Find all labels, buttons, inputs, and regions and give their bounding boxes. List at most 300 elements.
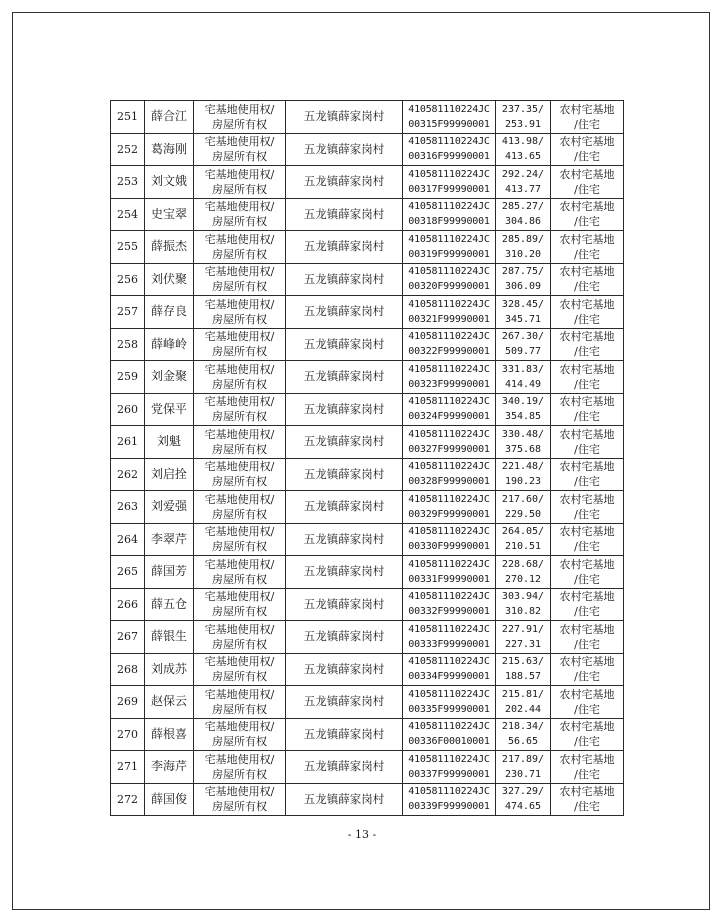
unit-code-cell	[403, 328, 496, 361]
right-type-cell-line: 房屋所有权	[212, 312, 267, 326]
table-row	[111, 686, 624, 719]
area-cell	[496, 621, 551, 654]
location-cell: 五龙镇薛家岗村	[286, 166, 403, 199]
row-number-cell: 256	[111, 263, 145, 296]
unit-code-cell-line: 410581110224JC	[408, 298, 490, 310]
unit-code-cell-line: 410581110224JC	[408, 266, 490, 278]
row-number-cell: 270	[111, 718, 145, 751]
land-use-cell-line: /住宅	[574, 540, 600, 554]
right-type-cell-line: 房屋所有权	[212, 670, 267, 684]
area-cell-line: 354.85	[504, 411, 542, 423]
right-type-cell	[194, 263, 286, 296]
right-type-cell	[194, 328, 286, 361]
owner-name-cell: 党保平	[145, 393, 194, 426]
row-number-cell: 252	[111, 133, 145, 166]
table-row	[111, 101, 624, 134]
row-number-cell: 268	[111, 653, 145, 686]
unit-code-cell	[403, 523, 496, 556]
land-use-cell-line: /住宅	[574, 442, 600, 456]
area-cell	[496, 523, 551, 556]
table-row	[111, 718, 624, 751]
right-type-cell	[194, 198, 286, 231]
area-cell	[496, 653, 551, 686]
area-cell-line: 287.75/	[501, 266, 545, 278]
land-use-cell	[551, 588, 624, 621]
area-cell	[496, 198, 551, 231]
owner-name-cell: 刘成苏	[145, 653, 194, 686]
owner-name-cell: 李翠芹	[145, 523, 194, 556]
area-cell-line: 267.30/	[501, 331, 545, 343]
area-cell-line: 413.98/	[501, 136, 545, 148]
unit-code-cell-line: 410581110224JC	[408, 526, 490, 538]
right-type-cell	[194, 133, 286, 166]
right-type-cell-line: 宅基地使用权/	[204, 525, 275, 539]
location-cell: 五龙镇薛家岗村	[286, 328, 403, 361]
owner-name-cell: 薛国芳	[145, 556, 194, 589]
area-cell	[496, 556, 551, 589]
unit-code-cell-line: 00331F99990001	[408, 573, 490, 585]
table-row	[111, 231, 624, 264]
right-type-cell-line: 宅基地使用权/	[204, 200, 275, 214]
area-cell-line: 190.23	[504, 476, 542, 488]
right-type-cell-line: 宅基地使用权/	[204, 135, 275, 149]
unit-code-cell	[403, 491, 496, 524]
owner-name-cell: 薛合江	[145, 101, 194, 134]
location-cell: 五龙镇薛家岗村	[286, 133, 403, 166]
land-use-cell-line: 农村宅基地	[559, 265, 615, 279]
unit-code-cell-line: 00316F99990001	[408, 151, 490, 163]
area-cell-line: 270.12	[504, 573, 542, 585]
unit-code-cell-line: 00330F99990001	[408, 541, 490, 553]
table-row	[111, 491, 624, 524]
row-number-cell: 262	[111, 458, 145, 491]
location-cell: 五龙镇薛家岗村	[286, 751, 403, 784]
right-type-cell-line: 房屋所有权	[212, 800, 267, 814]
right-type-cell	[194, 491, 286, 524]
land-use-cell	[551, 393, 624, 426]
location-cell: 五龙镇薛家岗村	[286, 621, 403, 654]
unit-code-cell	[403, 588, 496, 621]
unit-code-cell-line: 00333F99990001	[408, 638, 490, 650]
land-use-cell-line: 农村宅基地	[559, 200, 615, 214]
right-type-cell	[194, 653, 286, 686]
unit-code-cell-line: 410581110224JC	[408, 753, 490, 765]
right-type-cell-line: 宅基地使用权/	[204, 492, 275, 506]
land-use-cell-line: 农村宅基地	[559, 167, 615, 181]
area-cell	[496, 426, 551, 459]
right-type-cell-line: 房屋所有权	[212, 767, 267, 781]
location-cell: 五龙镇薛家岗村	[286, 686, 403, 719]
right-type-cell	[194, 361, 286, 394]
unit-code-cell	[403, 296, 496, 329]
right-type-cell-line: 宅基地使用权/	[204, 167, 275, 181]
unit-code-cell	[403, 393, 496, 426]
right-type-cell-line: 房屋所有权	[212, 475, 267, 489]
area-cell	[496, 718, 551, 751]
area-cell-line: 330.48/	[501, 428, 545, 440]
area-cell-line: 509.77	[504, 346, 542, 358]
registration-table-body	[111, 101, 624, 816]
table-row	[111, 361, 624, 394]
right-type-cell	[194, 101, 286, 134]
land-use-cell-line: /住宅	[574, 247, 600, 261]
area-cell-line: 414.49	[504, 378, 542, 390]
right-type-cell-line: 宅基地使用权/	[204, 687, 275, 701]
land-use-cell-line: 农村宅基地	[559, 752, 615, 766]
land-use-cell-line: 农村宅基地	[559, 135, 615, 149]
land-use-cell-line: 农村宅基地	[559, 687, 615, 701]
area-cell-line: 285.27/	[501, 201, 545, 213]
right-type-cell-line: 房屋所有权	[212, 540, 267, 554]
area-cell	[496, 166, 551, 199]
unit-code-cell-line: 00327F99990001	[408, 443, 490, 455]
unit-code-cell-line: 410581110224JC	[408, 396, 490, 408]
unit-code-cell-line: 00339F99990001	[408, 801, 490, 813]
unit-code-cell-line: 410581110224JC	[408, 558, 490, 570]
row-number-cell: 264	[111, 523, 145, 556]
location-cell: 五龙镇薛家岗村	[286, 523, 403, 556]
location-cell: 五龙镇薛家岗村	[286, 198, 403, 231]
unit-code-cell	[403, 751, 496, 784]
area-cell	[496, 393, 551, 426]
unit-code-cell	[403, 783, 496, 816]
area-cell	[496, 328, 551, 361]
row-number-cell: 266	[111, 588, 145, 621]
right-type-cell-line: 宅基地使用权/	[204, 395, 275, 409]
unit-code-cell-line: 00334F99990001	[408, 671, 490, 683]
unit-code-cell-line: 410581110224JC	[408, 103, 490, 115]
area-cell-line: 331.83/	[501, 363, 545, 375]
land-use-cell-line: 农村宅基地	[559, 557, 615, 571]
area-cell-line: 474.65	[504, 801, 542, 813]
right-type-cell-line: 宅基地使用权/	[204, 720, 275, 734]
right-type-cell-line: 房屋所有权	[212, 572, 267, 586]
area-cell	[496, 133, 551, 166]
land-use-cell-line: 农村宅基地	[559, 362, 615, 376]
land-use-cell-line: /住宅	[574, 117, 600, 131]
owner-name-cell: 薛五仓	[145, 588, 194, 621]
row-number-cell: 265	[111, 556, 145, 589]
land-use-cell-line: /住宅	[574, 605, 600, 619]
area-cell-line: 345.71	[504, 313, 542, 325]
area-cell	[496, 588, 551, 621]
row-number-cell: 254	[111, 198, 145, 231]
right-type-cell-line: 宅基地使用权/	[204, 655, 275, 669]
land-use-cell	[551, 198, 624, 231]
land-use-cell-line: /住宅	[574, 507, 600, 521]
area-cell-line: 217.60/	[501, 493, 545, 505]
land-use-cell	[551, 783, 624, 816]
table-row	[111, 166, 624, 199]
land-use-cell	[551, 686, 624, 719]
right-type-cell	[194, 718, 286, 751]
area-cell-line: 227.31	[504, 638, 542, 650]
land-use-cell-line: 农村宅基地	[559, 590, 615, 604]
area-cell	[496, 263, 551, 296]
area-cell-line: 310.20	[504, 248, 542, 260]
right-type-cell	[194, 231, 286, 264]
land-use-cell	[551, 296, 624, 329]
unit-code-cell-line: 00336F00010001	[408, 736, 490, 748]
table-row	[111, 426, 624, 459]
location-cell: 五龙镇薛家岗村	[286, 491, 403, 524]
land-use-cell-line: /住宅	[574, 735, 600, 749]
table-row	[111, 588, 624, 621]
right-type-cell-line: 房屋所有权	[212, 215, 267, 229]
unit-code-cell	[403, 198, 496, 231]
unit-code-cell-line: 410581110224JC	[408, 786, 490, 798]
row-number-cell: 269	[111, 686, 145, 719]
land-use-cell-line: /住宅	[574, 572, 600, 586]
owner-name-cell: 薛国俊	[145, 783, 194, 816]
land-use-cell	[551, 328, 624, 361]
owner-name-cell: 薛存良	[145, 296, 194, 329]
area-cell-line: 264.05/	[501, 526, 545, 538]
right-type-cell-line: 宅基地使用权/	[204, 557, 275, 571]
land-use-cell	[551, 653, 624, 686]
area-cell-line: 215.63/	[501, 656, 545, 668]
table-row	[111, 653, 624, 686]
owner-name-cell: 薛峰岭	[145, 328, 194, 361]
area-cell	[496, 231, 551, 264]
land-use-cell-line: 农村宅基地	[559, 655, 615, 669]
table-row	[111, 621, 624, 654]
land-use-cell	[551, 621, 624, 654]
area-cell	[496, 783, 551, 816]
area-cell-line: 303.94/	[501, 591, 545, 603]
land-use-cell-line: 农村宅基地	[559, 622, 615, 636]
right-type-cell	[194, 751, 286, 784]
location-cell: 五龙镇薛家岗村	[286, 101, 403, 134]
area-cell	[496, 296, 551, 329]
land-use-cell	[551, 751, 624, 784]
land-use-cell-line: /住宅	[574, 475, 600, 489]
land-use-cell-line: 农村宅基地	[559, 525, 615, 539]
right-type-cell	[194, 556, 286, 589]
area-cell-line: 218.34/	[501, 721, 545, 733]
right-type-cell-line: 房屋所有权	[212, 637, 267, 651]
right-type-cell	[194, 426, 286, 459]
owner-name-cell: 刘魁	[145, 426, 194, 459]
unit-code-cell-line: 00321F99990001	[408, 313, 490, 325]
land-use-cell-line: /住宅	[574, 150, 600, 164]
right-type-cell-line: 宅基地使用权/	[204, 362, 275, 376]
owner-name-cell: 薛振杰	[145, 231, 194, 264]
land-use-cell-line: 农村宅基地	[559, 330, 615, 344]
owner-name-cell: 史宝翠	[145, 198, 194, 231]
unit-code-cell-line: 410581110224JC	[408, 168, 490, 180]
row-number-cell: 272	[111, 783, 145, 816]
right-type-cell-line: 宅基地使用权/	[204, 427, 275, 441]
location-cell: 五龙镇薛家岗村	[286, 263, 403, 296]
land-use-cell-line: 农村宅基地	[559, 297, 615, 311]
land-use-cell	[551, 101, 624, 134]
unit-code-cell	[403, 718, 496, 751]
location-cell: 五龙镇薛家岗村	[286, 783, 403, 816]
unit-code-cell	[403, 263, 496, 296]
land-use-cell-line: /住宅	[574, 182, 600, 196]
area-cell	[496, 491, 551, 524]
row-number-cell: 258	[111, 328, 145, 361]
right-type-cell-line: 房屋所有权	[212, 377, 267, 391]
table-row	[111, 751, 624, 784]
right-type-cell-line: 房屋所有权	[212, 702, 267, 716]
unit-code-cell-line: 410581110224JC	[408, 688, 490, 700]
page-number: - 13 -	[347, 828, 377, 841]
unit-code-cell-line: 410581110224JC	[408, 331, 490, 343]
row-number-cell: 261	[111, 426, 145, 459]
table-row	[111, 458, 624, 491]
unit-code-cell-line: 410581110224JC	[408, 461, 490, 473]
land-use-cell-line: /住宅	[574, 670, 600, 684]
right-type-cell-line: 房屋所有权	[212, 150, 267, 164]
area-cell-line: 227.91/	[501, 623, 545, 635]
unit-code-cell	[403, 426, 496, 459]
land-use-cell	[551, 458, 624, 491]
area-cell	[496, 686, 551, 719]
right-type-cell-line: 宅基地使用权/	[204, 590, 275, 604]
land-use-cell-line: /住宅	[574, 800, 600, 814]
land-use-cell	[551, 166, 624, 199]
owner-name-cell: 刘金聚	[145, 361, 194, 394]
owner-name-cell: 李海芹	[145, 751, 194, 784]
location-cell: 五龙镇薛家岗村	[286, 426, 403, 459]
right-type-cell-line: 宅基地使用权/	[204, 460, 275, 474]
unit-code-cell	[403, 653, 496, 686]
unit-code-cell-line: 00317F99990001	[408, 183, 490, 195]
area-cell-line: 217.89/	[501, 753, 545, 765]
unit-code-cell-line: 410581110224JC	[408, 721, 490, 733]
right-type-cell	[194, 296, 286, 329]
land-use-cell-line: 农村宅基地	[559, 785, 615, 799]
table-row	[111, 263, 624, 296]
land-use-cell	[551, 491, 624, 524]
right-type-cell-line: 宅基地使用权/	[204, 330, 275, 344]
land-use-cell-line: /住宅	[574, 377, 600, 391]
land-use-cell	[551, 263, 624, 296]
right-type-cell-line: 房屋所有权	[212, 117, 267, 131]
unit-code-cell	[403, 686, 496, 719]
land-use-cell-line: 农村宅基地	[559, 395, 615, 409]
right-type-cell-line: 房屋所有权	[212, 442, 267, 456]
land-use-cell	[551, 361, 624, 394]
unit-code-cell	[403, 101, 496, 134]
location-cell: 五龙镇薛家岗村	[286, 718, 403, 751]
unit-code-cell-line: 00324F99990001	[408, 411, 490, 423]
right-type-cell-line: 房屋所有权	[212, 605, 267, 619]
row-number-cell: 260	[111, 393, 145, 426]
unit-code-cell-line: 410581110224JC	[408, 136, 490, 148]
right-type-cell-line: 房屋所有权	[212, 247, 267, 261]
area-cell-line: 237.35/	[501, 103, 545, 115]
unit-code-cell	[403, 361, 496, 394]
right-type-cell	[194, 588, 286, 621]
owner-name-cell: 薛银生	[145, 621, 194, 654]
land-use-cell	[551, 426, 624, 459]
land-use-cell	[551, 523, 624, 556]
registration-table	[110, 100, 624, 816]
area-cell-line: 413.65	[504, 151, 542, 163]
land-use-cell-line: /住宅	[574, 215, 600, 229]
unit-code-cell-line: 00315F99990001	[408, 118, 490, 130]
row-number-cell: 255	[111, 231, 145, 264]
unit-code-cell-line: 00320F99990001	[408, 281, 490, 293]
area-cell-line: 285.89/	[501, 233, 545, 245]
table-row	[111, 133, 624, 166]
unit-code-cell-line: 410581110224JC	[408, 591, 490, 603]
area-cell	[496, 361, 551, 394]
land-use-cell-line: 农村宅基地	[559, 427, 615, 441]
land-use-cell-line: /住宅	[574, 410, 600, 424]
area-cell-line: 375.68	[504, 443, 542, 455]
unit-code-cell-line: 00332F99990001	[408, 606, 490, 618]
table-row	[111, 198, 624, 231]
unit-code-cell-line: 410581110224JC	[408, 623, 490, 635]
unit-code-cell-line: 00328F99990001	[408, 476, 490, 488]
land-use-cell-line: /住宅	[574, 345, 600, 359]
table-row	[111, 328, 624, 361]
right-type-cell	[194, 523, 286, 556]
location-cell: 五龙镇薛家岗村	[286, 653, 403, 686]
land-use-cell	[551, 133, 624, 166]
area-cell-line: 304.86	[504, 216, 542, 228]
row-number-cell: 259	[111, 361, 145, 394]
land-use-cell	[551, 556, 624, 589]
right-type-cell-line: 房屋所有权	[212, 507, 267, 521]
area-cell-line: 229.50	[504, 508, 542, 520]
unit-code-cell-line: 00337F99990001	[408, 768, 490, 780]
table-row	[111, 783, 624, 816]
row-number-cell: 271	[111, 751, 145, 784]
right-type-cell-line: 宅基地使用权/	[204, 265, 275, 279]
right-type-cell-line: 宅基地使用权/	[204, 785, 275, 799]
table-row	[111, 556, 624, 589]
land-use-cell-line: /住宅	[574, 312, 600, 326]
owner-name-cell: 刘启拴	[145, 458, 194, 491]
right-type-cell-line: 房屋所有权	[212, 182, 267, 196]
land-use-cell	[551, 231, 624, 264]
unit-code-cell-line: 410581110224JC	[408, 201, 490, 213]
table-row	[111, 393, 624, 426]
row-number-cell: 257	[111, 296, 145, 329]
area-cell-line: 228.68/	[501, 558, 545, 570]
area-cell-line: 306.09	[504, 281, 542, 293]
unit-code-cell-line: 00323F99990001	[408, 378, 490, 390]
area-cell-line: 327.29/	[501, 786, 545, 798]
right-type-cell-line: 房屋所有权	[212, 280, 267, 294]
row-number-cell: 267	[111, 621, 145, 654]
unit-code-cell-line: 00319F99990001	[408, 248, 490, 260]
right-type-cell	[194, 393, 286, 426]
area-cell-line: 221.48/	[501, 461, 545, 473]
unit-code-cell-line: 410581110224JC	[408, 363, 490, 375]
area-cell-line: 328.45/	[501, 298, 545, 310]
row-number-cell: 251	[111, 101, 145, 134]
right-type-cell	[194, 686, 286, 719]
unit-code-cell	[403, 458, 496, 491]
land-use-cell-line: 农村宅基地	[559, 102, 615, 116]
unit-code-cell-line: 00329F99990001	[408, 508, 490, 520]
area-cell	[496, 751, 551, 784]
owner-name-cell: 刘爱强	[145, 491, 194, 524]
area-cell-line: 292.24/	[501, 168, 545, 180]
table-row	[111, 523, 624, 556]
area-cell-line: 56.65	[507, 736, 539, 748]
land-use-cell-line: 农村宅基地	[559, 720, 615, 734]
area-cell-line: 210.51	[504, 541, 542, 553]
owner-name-cell: 刘伏聚	[145, 263, 194, 296]
row-number-cell: 253	[111, 166, 145, 199]
